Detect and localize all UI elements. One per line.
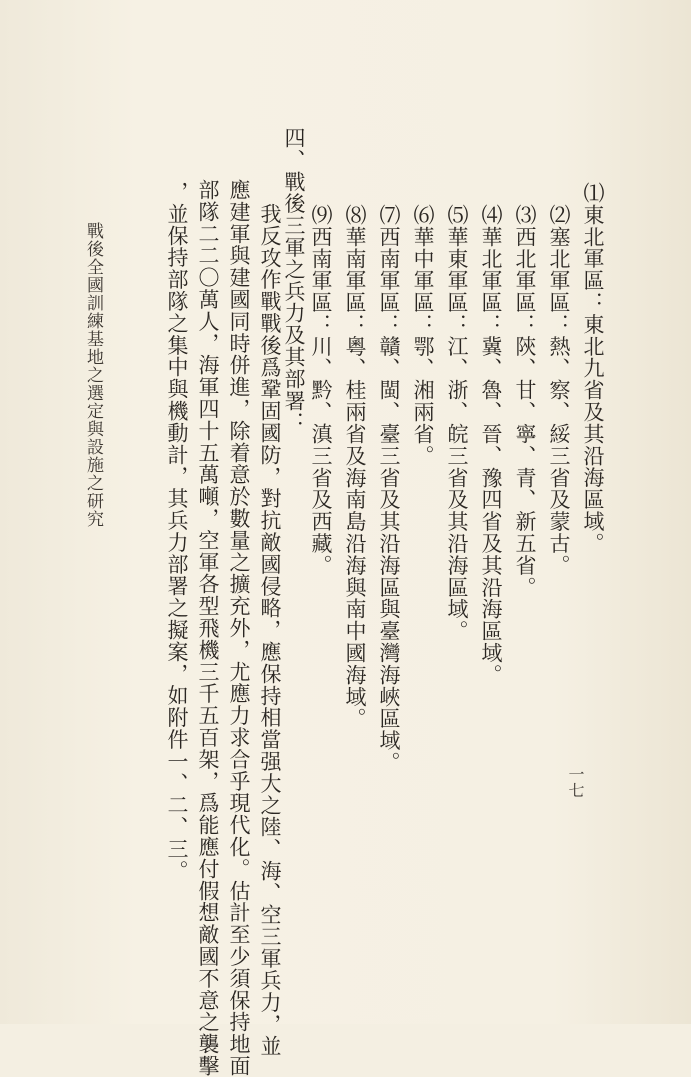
running-header: 戰後全國訓練基地之選定與設施之研究 — [83, 222, 103, 528]
section-heading: 四、戰後三軍之兵力及其部署： — [282, 127, 306, 434]
region-item-7: ⑺西南軍區：贛、閩、臺三省及其沿海區與臺灣海峽區域。 — [377, 204, 401, 774]
paragraph-line-1: 我反攻作戰戰後爲鞏固國防，對抗敵國侵略，應保持相當强大之陸、海、空三軍兵力，並 — [258, 203, 282, 1058]
paragraph-line-3: 部隊二二〇萬人，海軍四十五萬噸，空軍各型飛機三千五百架，爲能應付假想敵國不意之襲擊 — [196, 179, 220, 1077]
region-item-2: ⑵塞北軍區：熱、察、綏三省及蒙古。 — [547, 204, 571, 577]
paragraph-line-2: 應建軍與建國同時併進，除着意於數量之擴充外，尤應力求合乎現代化。估計至少須保持地面 — [227, 179, 251, 1077]
region-item-8: ⑻華南軍區：粵、桂兩省及海南島沿海與南中國海域。 — [343, 204, 367, 730]
region-item-6: ⑹華中軍區：鄂、湘兩省。 — [411, 204, 435, 467]
region-item-1: ⑴東北軍區：東北九省及其沿海區域。 — [581, 182, 605, 555]
region-item-9: ⑼西南軍區：川、黔、滇三省及西藏。 — [309, 204, 333, 577]
region-item-3: ⑶西北軍區：陝、甘、寧、青、新五省。 — [513, 204, 537, 599]
region-item-5: ⑸華東軍區：江、浙、皖三省及其沿海區域。 — [445, 204, 469, 642]
region-item-4: ⑷華北軍區：冀、魯、晉、豫四省及其沿海區域。 — [479, 204, 503, 686]
page-number: 一七 — [566, 766, 585, 798]
paragraph-line-4: ，並保持部隊之集中與機動計，其兵力部署之擬案，如附件一、二、三。 — [165, 181, 189, 882]
